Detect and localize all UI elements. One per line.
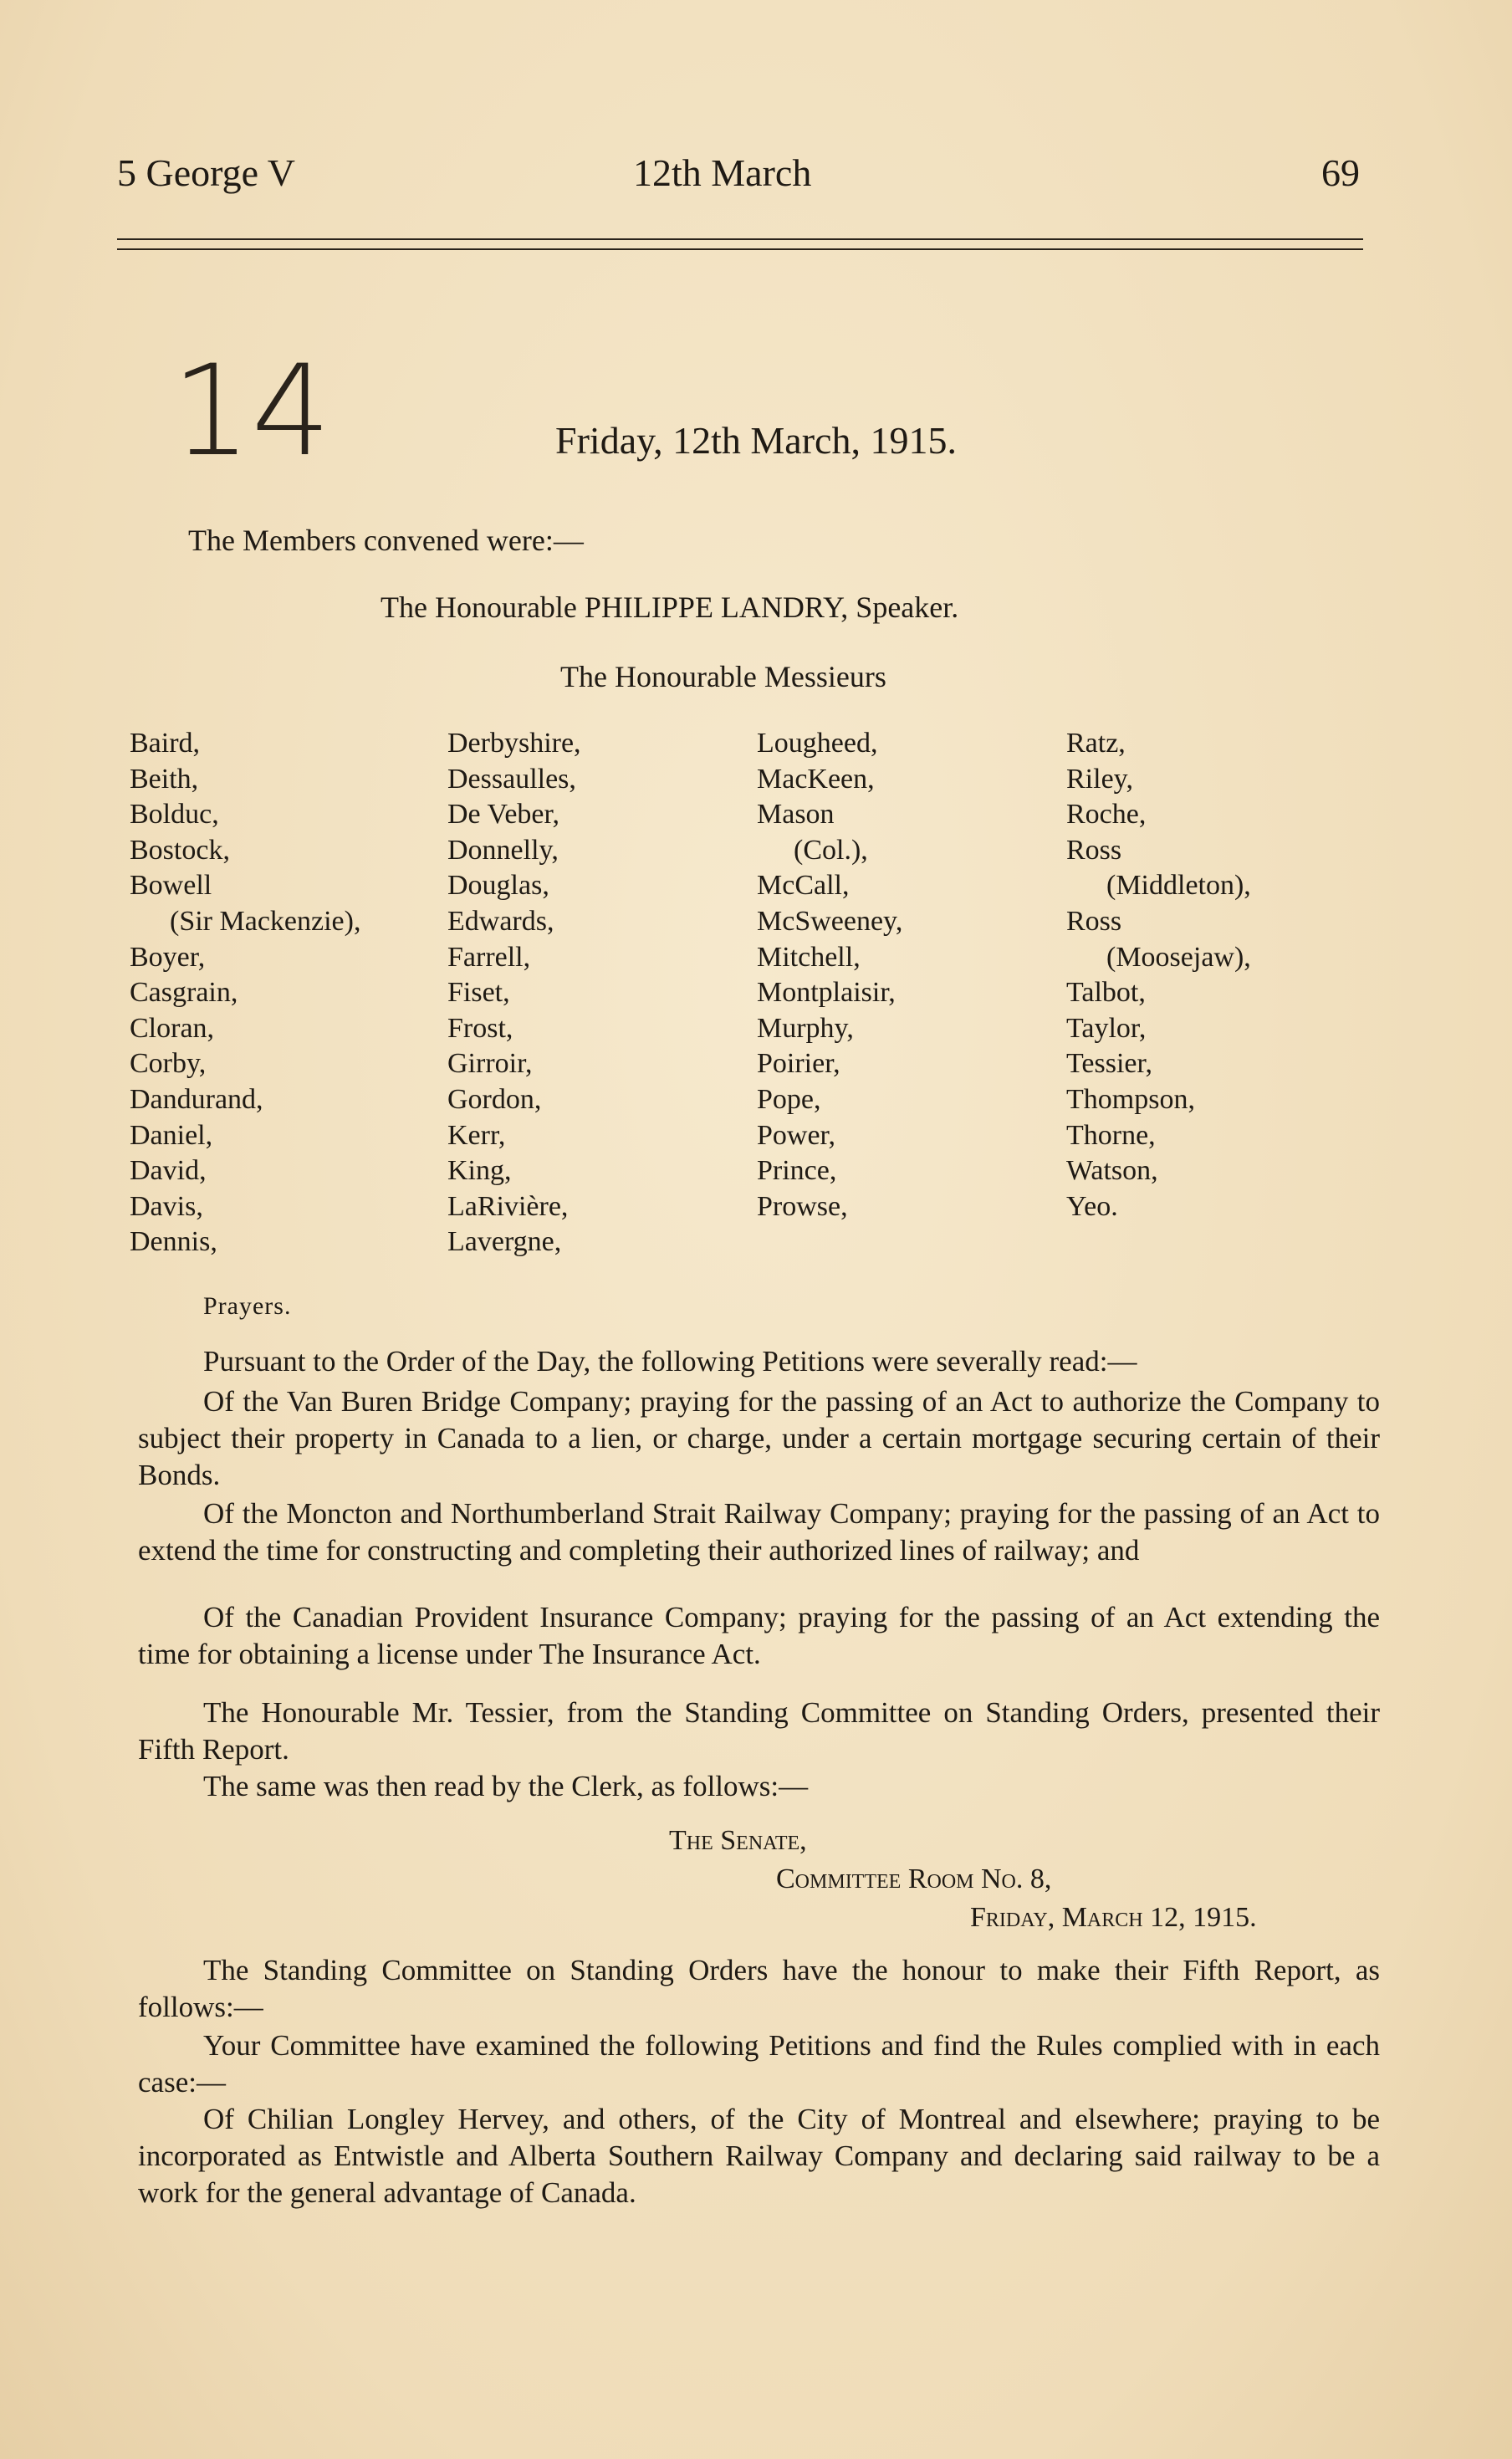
member-name: MacKeen, — [757, 763, 875, 795]
member-name: Ross — [1066, 905, 1122, 937]
member-name: Dessaulles, — [447, 763, 576, 795]
member-name: Kerr, — [447, 1119, 506, 1151]
member-name: Ross — [1066, 834, 1122, 866]
member-name: David, — [130, 1155, 207, 1187]
paragraph-hervey-petition: Of Chilian Longley Hervey, and others, of the City of Montreal and elsewhere; praying to be incorporated as Entwistle and Alberta Southern Railway Company and declaring said railway to be a work for the general advantage of Canada. — [138, 2103, 1380, 2209]
member-name: Edwards, — [447, 905, 554, 937]
member-name: Bolduc, — [130, 799, 219, 831]
member-name: Dennis, — [130, 1226, 217, 1258]
member-name: Thompson, — [1066, 1083, 1195, 1115]
prayers-heading: Prayers. — [203, 1292, 292, 1320]
member-name: Poirier, — [757, 1048, 840, 1080]
member-name: Bostock, — [130, 834, 230, 866]
member-name: King, — [447, 1155, 512, 1187]
member-name: Girroir, — [447, 1048, 533, 1080]
member-name: (Sir Mackenzie), — [170, 905, 361, 937]
report-date: Friday, March 12, 1915. — [970, 1902, 1257, 1933]
member-name: McCall, — [757, 870, 850, 902]
member-name: Roche, — [1066, 799, 1147, 831]
members-column-2 — [447, 726, 581, 1260]
member-name: (Col.), — [794, 834, 868, 866]
member-name: Frost, — [447, 1012, 513, 1044]
member-name: Watson, — [1066, 1155, 1158, 1187]
member-name: Mitchell, — [757, 941, 861, 973]
paragraph-petitions-read: Pursuant to the Order of the Day, the following Petitions were severally read:— — [203, 1345, 1137, 1378]
paragraph-committee-examined: Your Committee have examined the following Petitions and find the Rules complied with in each case:— — [138, 2029, 1380, 2099]
messieurs-heading: The Honourable Messieurs — [560, 660, 886, 693]
member-name: Douglas, — [447, 870, 549, 902]
member-name: Dandurand, — [130, 1083, 263, 1115]
member-name: Davis, — [130, 1190, 203, 1222]
members-column-1 — [130, 726, 360, 1260]
member-name: Tessier, — [1066, 1048, 1152, 1080]
report-senate: The Senate, — [669, 1825, 807, 1856]
member-name: Bowell — [130, 870, 212, 902]
convened-line: The Members convened were:— — [188, 524, 584, 557]
member-name: Corby, — [130, 1048, 207, 1080]
member-name: Thorne, — [1066, 1119, 1156, 1151]
paragraph-read-by-clerk: The same was then read by the Clerk, as follows:— — [203, 1770, 809, 1802]
member-name: Prince, — [757, 1155, 837, 1187]
paragraph-fifth-report: The Standing Committee on Standing Orders have the honour to make their Fifth Report, as follows:— — [138, 1954, 1380, 2023]
member-name: (Middleton), — [1106, 870, 1251, 902]
page-number: 69 — [1321, 151, 1360, 194]
header-rule-bottom — [117, 248, 1363, 250]
members-column-4 — [1066, 726, 1251, 1224]
member-name: Baird, — [130, 728, 201, 759]
report-committee-room: Committee Room No. 8, — [776, 1863, 1052, 1894]
member-name: Lougheed, — [757, 728, 878, 759]
header-regnal-year: 5 George V — [117, 151, 295, 194]
speaker-line: The Honourable PHILIPPE LANDRY, Speaker. — [381, 590, 959, 624]
member-name: Lavergne, — [447, 1226, 562, 1258]
member-name: Farrell, — [447, 941, 531, 973]
member-name: De Veber, — [447, 799, 559, 831]
member-name: Taylor, — [1066, 1012, 1147, 1044]
member-name: Pope, — [757, 1083, 821, 1115]
member-name: Talbot, — [1066, 977, 1146, 1009]
member-name: Riley, — [1066, 763, 1133, 795]
member-name: Mason — [757, 799, 835, 831]
paragraph-moncton: Of the Moncton and Northumberland Strait Railway Company; praying for the passing of an Act to extend the time for constructing and completing their authorized lines of railway; and — [138, 1497, 1380, 1567]
member-name: Prowse, — [757, 1190, 848, 1222]
member-name: Beith, — [130, 763, 199, 795]
paragraph-tessier-report: The Honourable Mr. Tessier, from the Standing Committee on Standing Orders, presented their Fifth Report. — [138, 1696, 1380, 1766]
member-name: LaRivière, — [447, 1190, 569, 1222]
member-name: Derbyshire, — [447, 728, 581, 759]
member-name: Boyer, — [130, 941, 206, 973]
handwritten-margin-note: 14 — [171, 339, 331, 484]
member-name: Murphy, — [757, 1012, 854, 1044]
member-name: (Moosejaw), — [1106, 941, 1251, 973]
member-name: Montplaisir, — [757, 977, 896, 1009]
header-date: 12th March — [633, 151, 812, 194]
member-name: Daniel, — [130, 1119, 213, 1151]
member-name: Ratz, — [1066, 728, 1126, 759]
header-rule-top — [117, 238, 1363, 240]
paragraph-canadian-provident: Of the Canadian Provident Insurance Company; praying for the passing of an Act extending the time for obtaining a license under The Insurance Act. — [138, 1601, 1380, 1670]
member-name: Gordon, — [447, 1083, 542, 1115]
member-name: McSweeney, — [757, 905, 903, 937]
member-name: Donnelly, — [447, 834, 559, 866]
member-name: Casgrain, — [130, 977, 238, 1009]
page-title: Friday, 12th March, 1915. — [555, 419, 957, 462]
paragraph-van-buren: Of the Van Buren Bridge Company; praying for the passing of an Act to authorize the Company to subject their property in Canada to a lien, or charge, under a certain mortgage securing certain of their Bonds. — [138, 1385, 1380, 1491]
members-column-3 — [757, 726, 902, 1224]
member-name: Fiset, — [447, 977, 510, 1009]
member-name: Power, — [757, 1119, 836, 1151]
member-name: Yeo. — [1066, 1190, 1118, 1222]
member-name: Cloran, — [130, 1012, 215, 1044]
